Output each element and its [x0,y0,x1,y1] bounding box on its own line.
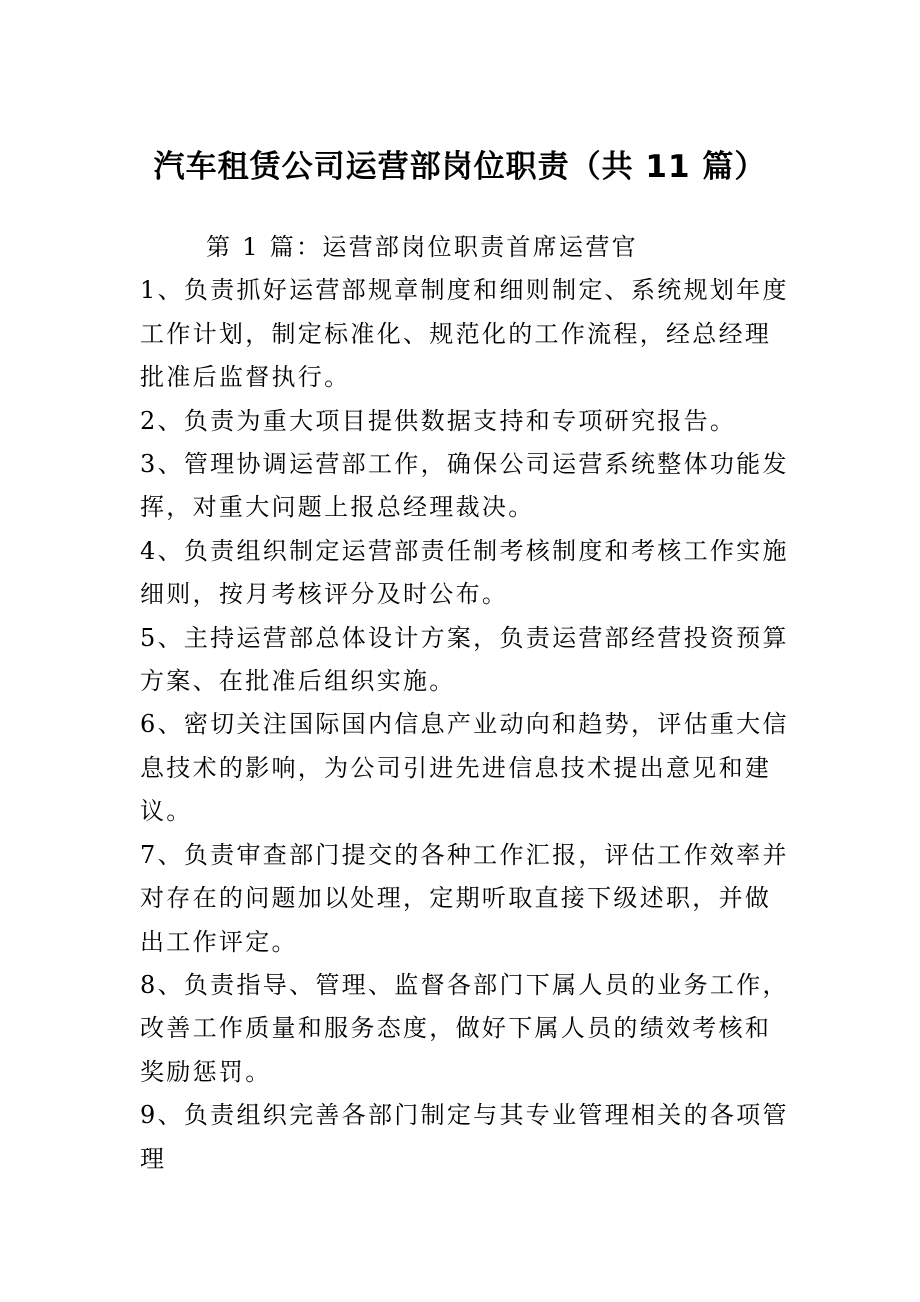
duty-item-7: 7、负责审查部门提交的各种工作汇报，评估工作效率并对存在的问题加以处理，定期听取直接下级述职，并做出工作评定。 [140,840,789,956]
duty-item-8: 8、负责指导、管理、监督各部门下属人员的业务工作，改善工作质量和服务态度，做好下属人员的绩效考核和奖励惩罚。 [140,970,789,1086]
duty-item-3: 3、管理协调运营部工作，确保公司运营系统整体功能发挥，对重大问题上报总经理裁决。 [140,450,789,522]
duty-item-2: 2、负责为重大项目提供数据支持和专项研究报告。 [140,406,737,435]
duty-item-5: 5、主持运营部总体设计方案，负责运营部经营投资预算方案、在批准后组织实施。 [140,623,789,696]
duty-item-9: 9、负责组织完善各部门制定与其专业管理相关的各项管理 [140,1101,789,1173]
duty-item-6: 6、密切关注国际国内信息产业动向和趋势，评估重大信息技术的影响，为公司引进先进信息技术提出意见和建议。 [140,710,789,826]
document-title: 汽车租赁公司运营部岗位职责（共 11 篇） [153,149,767,185]
document-body [140,226,790,1181]
duty-item-4: 4、负责组织制定运营部责任制考核制度和考核工作实施细则，按月考核评分及时公布。 [140,536,789,609]
duty-item-1: 1、负责抓好运营部规章制度和细则制定、系统规划年度工作计划，制定标准化、规范化的工作流程，经总经理批准后监督执行。 [140,276,789,392]
section-subtitle: 第 1 篇：运营部岗位职责首席运营官 [206,233,638,261]
